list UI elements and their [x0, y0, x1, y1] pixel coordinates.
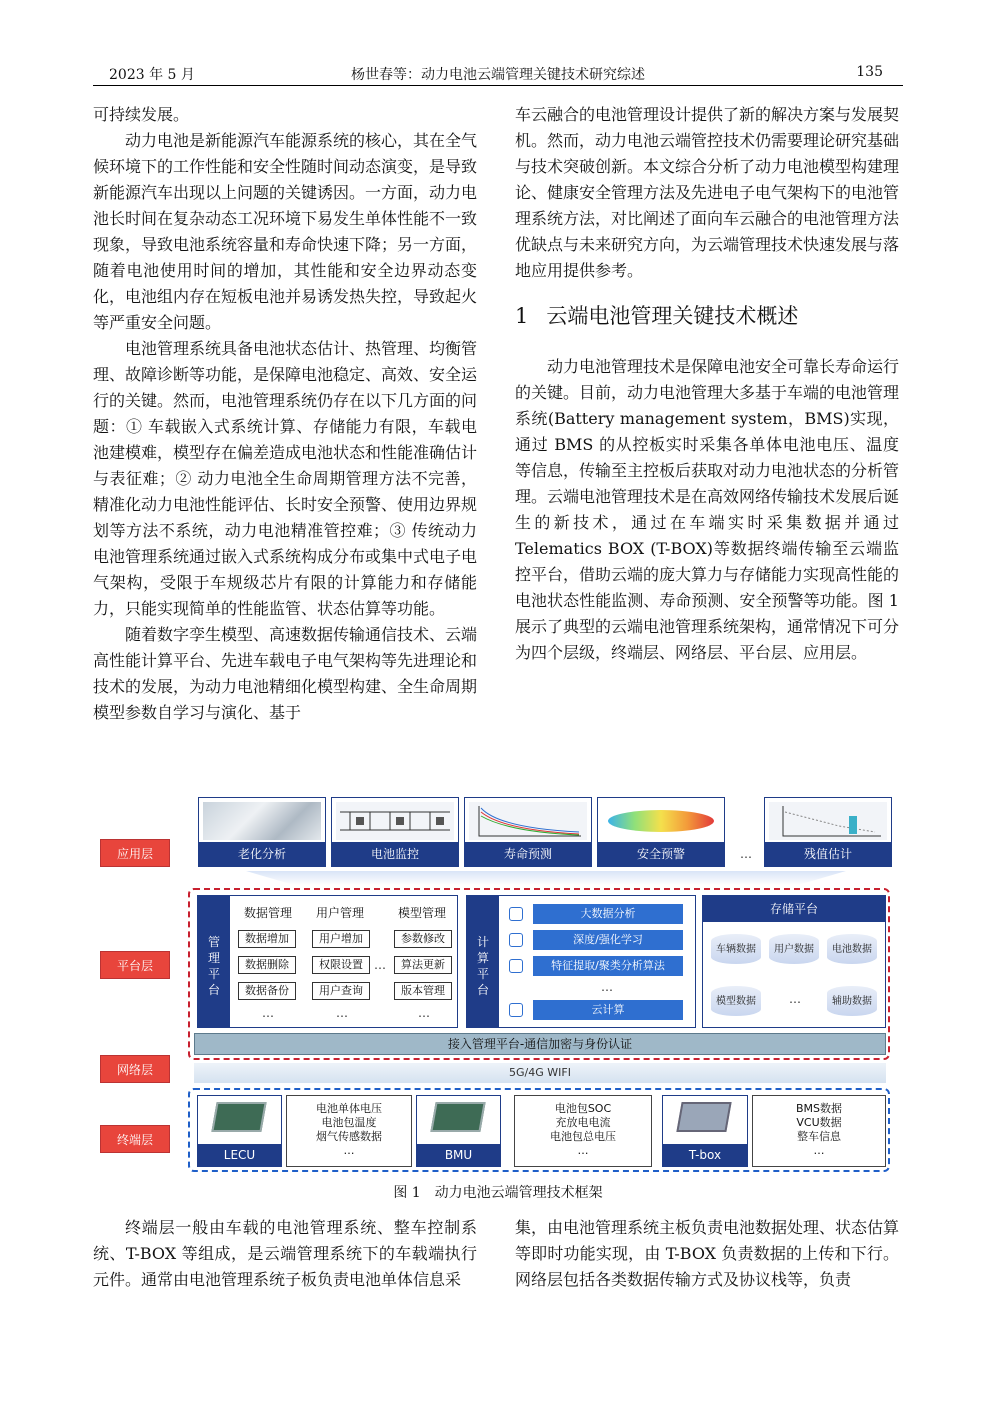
figure-caption: 图 1 动力电池云端管理技术框架 [393, 1185, 603, 1201]
paragraph: 车云融合的电池管理设计提供了新的解决方案与发展契机。然而，动力电池云端管控技术仍需要理论研究基础与技术突破创新。本文综合分析了动力电池模型构建理论、健康安全管理方法及先进电子电气架构下的电池管理系统方法，对比阐述了面向车云融合的电池管理方法优缺点与未来研究方向，为云端管理技术快速发展与落地应用提供参考。 [515, 105, 900, 280]
app-label: 寿命预测 [465, 842, 591, 866]
mgmt-cell: 用户增加 [312, 930, 370, 948]
section-number: 1 [515, 304, 529, 328]
info-line: 充放电电流 [555, 1116, 611, 1129]
column-header: 数据管理 [244, 906, 293, 920]
tbox-icon [676, 1102, 731, 1132]
paragraph: 电池管理系统具备电池状态估计、热管理、均衡管理、故障诊断等功能，是保障电池稳定、高效、安全运行的关键。然而，电池管理系统仍存在以下几方面的问题：① 车载嵌入式系统计算、存储能力有限，车载电池建模难，模型存在偏差造成电池状态和性能准确估计与表征难；② 动力电池全生命周期管理方法不完善，精准化动力电池性能评估、长时安全预警、使用边界规划等方法不系统，动力电池精准管控难；③ 传统动力电池管理系统通过嵌入式系统构成分布或集中式电子电气架构，受限于车规级芯片有限的计算能力和存储能力，只能实现简单的性能监管、状态估算等功能。 [93, 339, 478, 618]
storage-cylinder: 模型数据 [711, 986, 761, 1016]
layer-network: 网络层 [100, 1055, 170, 1083]
residual-plot-image [769, 802, 887, 840]
info-line: 电池单体电压 [316, 1102, 382, 1115]
right-column-top [515, 102, 899, 666]
paragraph: 动力电池是新能源汽车能源系统的核心，其在全气候环境下的工作性能和安全性随时间动态演变，是导致新能源汽车出现以上问题的关键诱因。一方面，动力电池长时间在复杂动态工况环境下易发生单体性能不一致现象，导致电池系统容量和寿命快速下降；另一方面，随着电池使用时间的增加，其性能和安全边界动态变化，电池组内存在短板电池并易诱发热失控，导致起火等严重安全问题。 [93, 131, 478, 332]
layer-terminal: 终端层 [100, 1125, 170, 1153]
panel-title: 计 算 平 台 [467, 896, 499, 1027]
info-line: 电池包SOC [554, 1102, 612, 1115]
analytics-icon [509, 907, 523, 921]
info-line: VCU数据 [796, 1116, 842, 1129]
ellipsis: … [789, 992, 801, 1006]
app-card [764, 797, 892, 867]
section-heading [515, 302, 899, 330]
warning-gauge-image [602, 802, 720, 840]
info-line: 烟气传感数据 [316, 1130, 382, 1143]
panel-title: 存储平台 [703, 896, 885, 922]
ellipsis: … [343, 1144, 355, 1157]
ellipsis: … [577, 1144, 589, 1157]
header-title: 杨世春等：动力电池云端管理关键技术研究综述 [351, 67, 645, 83]
storage-cylinder: 电池数据 [827, 934, 877, 964]
compute-platform [466, 895, 696, 1028]
ellipsis: … [262, 1006, 274, 1020]
circuit-board-icon [211, 1102, 266, 1132]
info-line: 电池包温度 [321, 1116, 377, 1129]
panel-title: 管 理 平 台 [198, 896, 230, 1027]
cloud-database-icon [509, 1003, 523, 1017]
app-label: 安全预警 [598, 842, 724, 866]
ellipsis: … [740, 847, 752, 861]
layer-app: 应用层 [100, 839, 170, 867]
app-card [198, 797, 326, 867]
app-label: 电池监控 [332, 842, 458, 866]
circuit-image [336, 802, 454, 840]
aging-image [203, 802, 321, 840]
device-card [416, 1095, 501, 1167]
mgmt-cell: 算法更新 [394, 956, 452, 974]
flow-arrow [246, 871, 846, 885]
architecture-figure [96, 795, 896, 1177]
page-number: 135 [856, 64, 883, 80]
mgmt-cell: 权限设置 [312, 956, 370, 974]
compute-item: 特征提取/聚类分析算法 [533, 956, 683, 976]
paragraph: 可持续发展。 [93, 105, 190, 124]
app-card [331, 797, 459, 867]
paragraph: 终端层一般由车载的电池管理系统、整车控制系统、T-BOX 等组成，是云端管理系统下的车载端执行元件。通常由电池管理系统子板负责电池单体信息采 [93, 1218, 477, 1289]
left-column-bottom [93, 1215, 477, 1293]
learning-icon [509, 933, 523, 947]
mgmt-cell: 参数修改 [394, 930, 452, 948]
mgmt-cell: 用户查询 [312, 982, 370, 1000]
access-management-bar: 接入管理平台-通信加密与身份认证 [194, 1033, 886, 1055]
circuit-board-icon [430, 1102, 485, 1132]
lifetime-plot-image [469, 802, 587, 840]
storage-cylinder: 车辆数据 [711, 934, 761, 964]
management-platform [197, 895, 458, 1028]
header-date: 2023 年 5 月 [109, 67, 195, 83]
cluster-icon [509, 959, 523, 973]
app-card [597, 797, 725, 867]
paragraph: 集，由电池管理系统主板负责电池数据处理、状态估算等即时功能实现，由 T-BOX 负责数据的上传和下行。网络层包括各类数据传输方式及协议栈等，负责 [515, 1218, 900, 1289]
compute-item: 云计算 [533, 1000, 683, 1020]
terminal-info [752, 1095, 886, 1167]
paragraph: 动力电池管理技术是保障电池安全可靠长寿命运行的关键。目前，动力电池管理大多基于车端的电池管理系统(Battery management system，BMS)实现，通过 BMS 的从控板实时采集各单体电池电压、温度等信息，传输至主控板后获取对动力电池状态的分析管理。云端电池管理技术是在高效网络传输技术发展后诞生的新技术，通过在车端实时采集数据并通过 Telematics BOX (T-BOX)等数据终端传输至云端监控平台，借助云端的庞大算力与存储能力实现高性能的电池状态性能监测、寿命预测、安全预警等功能。图 1 展示了典型的云端电池管理系统架构，通常情况下可分为四个层级，终端层、网络层、平台层、应用层。 [515, 357, 900, 662]
storage-platform [702, 895, 886, 1028]
device-card [662, 1095, 748, 1167]
storage-cylinder: 辅助数据 [827, 986, 877, 1016]
app-card [464, 797, 592, 867]
device-card [197, 1095, 282, 1167]
info-line: BMS数据 [795, 1102, 843, 1115]
ellipsis: … [601, 980, 613, 994]
ellipsis: … [336, 1006, 348, 1020]
app-label: 残值估计 [765, 842, 891, 866]
mgmt-cell: 数据增加 [238, 930, 296, 948]
paragraph: 随着数字孪生模型、高速数据传输通信技术、云端高性能计算平台、先进车载电子电气架构等先进理论和技术的发展，为动力电池精细化模型构建、全生命周期模型参数自学习与演化、基于 [93, 625, 478, 722]
device-label: BMU [417, 1144, 500, 1166]
network-bar: 5G/4G WIFI [194, 1063, 886, 1083]
right-column-bottom [515, 1215, 899, 1293]
column-header: 模型管理 [398, 906, 447, 920]
mgmt-cell: 数据备份 [238, 982, 296, 1000]
ellipsis: … [418, 1006, 430, 1020]
column-header: 用户管理 [316, 906, 365, 920]
left-column-top [93, 102, 477, 726]
compute-item: 大数据分析 [533, 904, 683, 924]
compute-item: 深度/强化学习 [533, 930, 683, 950]
storage-cylinder: 用户数据 [769, 934, 819, 964]
terminal-info [286, 1095, 412, 1167]
ellipsis: … [813, 1144, 825, 1157]
running-header [93, 64, 903, 86]
section-title: 云端电池管理关键技术概述 [546, 304, 799, 328]
layer-platform: 平台层 [100, 951, 170, 979]
mgmt-cell: 数据删除 [238, 956, 296, 974]
device-label: T-box [663, 1144, 747, 1166]
ellipsis: … [374, 958, 386, 972]
terminal-info [514, 1095, 652, 1167]
device-label: LECU [198, 1144, 281, 1166]
info-line: 整车信息 [797, 1130, 841, 1143]
app-label: 老化分析 [199, 842, 325, 866]
mgmt-cell: 版本管理 [394, 982, 452, 1000]
info-line: 电池包总电压 [550, 1130, 616, 1143]
